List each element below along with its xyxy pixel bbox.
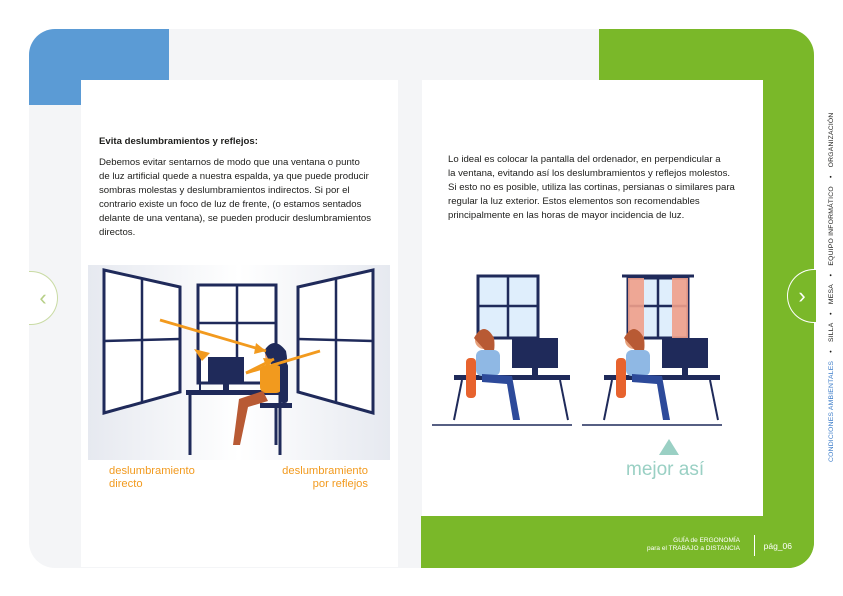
separator: •: [828, 312, 835, 315]
curtain-desk-illustration: [582, 270, 722, 430]
text-line: delante de una ventana), se pueden producir deslumbramientos: [99, 213, 372, 224]
perpendicular-desk-illustration: [432, 270, 572, 430]
section-link-organization[interactable]: ORGANIZACIÓN: [828, 112, 835, 168]
caption-line: deslumbramiento: [282, 465, 368, 477]
caption-line: directo: [109, 478, 143, 490]
section-link-conditions[interactable]: CONDICIONES AMBIENTALES: [828, 360, 835, 462]
text-line: principalmente en las horas de mayor incidencia de luz.: [448, 210, 685, 221]
section-link-chair[interactable]: SILLA: [828, 322, 835, 343]
text-line: Si esto no es posible, utiliza las cortinas, persianas o similares para: [448, 182, 735, 193]
caption-line: por reflejos: [312, 478, 368, 490]
guide-title-line: para el TRABAJO a DISTANCIA: [647, 545, 740, 552]
text-line: Lo ideal es colocar la pantalla del ordenador, en perpendicular a: [448, 154, 721, 165]
text-line: sombras molestas y deslumbramientos indirectos. Si por el: [99, 185, 350, 196]
page-footer: [560, 532, 810, 560]
section-link-equipment[interactable]: EQUIPO INFORMÁTICO: [828, 186, 835, 266]
text-line: la ventana, evitando así los deslumbramientos y reflejos molestos.: [448, 168, 731, 179]
section-link-desk[interactable]: MESA: [828, 284, 835, 305]
up-triangle-icon: [659, 439, 679, 455]
footer-divider: [754, 535, 755, 556]
separator: •: [828, 350, 835, 353]
chevron-right-icon: ›: [798, 283, 806, 308]
guide-title-line: GUÍA de ERGONOMÍA: [673, 537, 740, 544]
glare-illustration: [88, 265, 390, 460]
caption-line: deslumbramiento: [109, 465, 195, 477]
guide-title: [647, 537, 740, 553]
separator: •: [828, 175, 835, 179]
text-line: de luz artificial quede a nuestra espalda, ya que puede producir: [99, 171, 369, 182]
text-line: directos.: [99, 227, 136, 238]
caption-direct-glare: [109, 465, 195, 491]
section-nav: [828, 112, 835, 462]
better-label: mejor así: [626, 459, 705, 480]
left-heading: Evita deslumbramientos y reflejos:: [99, 136, 258, 147]
page-number: pág_06: [763, 541, 792, 551]
text-line: contrario existe un foco de luz de frente, (o estamos sentados: [99, 199, 362, 210]
caption-reflection-glare: [280, 465, 368, 491]
text-line: regular la luz exterior. Estos elementos son recomendables: [448, 196, 700, 207]
text-line: Debemos evitar sentarnos de modo que una ventana o punto: [99, 157, 360, 168]
chevron-left-icon: ‹: [39, 285, 47, 310]
separator: •: [828, 273, 835, 277]
